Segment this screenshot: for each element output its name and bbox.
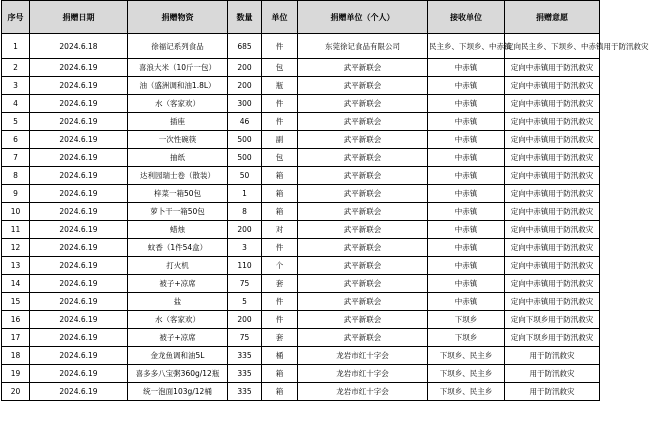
cell-date: 2024.6.19 (30, 59, 128, 77)
cell-no: 19 (2, 365, 30, 383)
cell-donor: 武平新联会 (298, 293, 428, 311)
cell-unit: 对 (262, 221, 298, 239)
cell-unit: 瓶 (262, 77, 298, 95)
cell-no: 3 (2, 77, 30, 95)
header-row (2, 1, 600, 34)
cell-date: 2024.6.19 (30, 329, 128, 347)
cell-item: 蚊香（1件54盒） (128, 239, 228, 257)
table-row (2, 185, 600, 203)
cell-receiver: 中赤镇 (428, 239, 505, 257)
cell-intent: 定向下坝乡用于防汛救灾 (505, 329, 600, 347)
donation-table (1, 0, 649, 401)
cell-date: 2024.6.19 (30, 149, 128, 167)
table-header (2, 1, 600, 34)
cell-intent: 定向中赤镇用于防汛救灾 (505, 257, 600, 275)
cell-intent: 定向中赤镇用于防汛救灾 (505, 293, 600, 311)
cell-donor: 武平新联会 (298, 221, 428, 239)
cell-qty: 200 (228, 59, 262, 77)
cell-date: 2024.6.19 (30, 167, 128, 185)
table-row (2, 329, 600, 347)
cell-receiver: 中赤镇 (428, 257, 505, 275)
header-unit: 单位 (262, 1, 298, 34)
table-row (2, 77, 600, 95)
cell-item: 达利园瑞士卷（散装） (128, 167, 228, 185)
cell-date: 2024.6.19 (30, 257, 128, 275)
cell-unit: 箱 (262, 167, 298, 185)
cell-qty: 5 (228, 293, 262, 311)
cell-donor: 武平新联会 (298, 149, 428, 167)
cell-intent: 定向中赤镇用于防汛救灾 (505, 185, 600, 203)
cell-no: 5 (2, 113, 30, 131)
cell-qty: 75 (228, 329, 262, 347)
cell-unit: 包 (262, 149, 298, 167)
table-body (2, 34, 649, 401)
cell-intent: 定向中赤镇用于防汛救灾 (505, 221, 600, 239)
cell-qty: 75 (228, 275, 262, 293)
cell-date: 2024.6.18 (30, 34, 128, 59)
cell-no: 6 (2, 131, 30, 149)
cell-donor: 武平新联会 (298, 77, 428, 95)
cell-receiver: 下坝乡、民主乡 (428, 383, 505, 401)
table-row (2, 383, 600, 401)
table-row (2, 257, 600, 275)
cell-qty: 3 (228, 239, 262, 257)
cell-date: 2024.6.19 (30, 185, 128, 203)
cell-intent: 定向中赤镇用于防汛救灾 (505, 203, 600, 221)
cell-receiver: 民主乡、下坝乡、中赤镇 (428, 34, 505, 59)
cell-donor: 武平新联会 (298, 203, 428, 221)
table-row (2, 311, 600, 329)
cell-no: 7 (2, 149, 30, 167)
cell-no: 18 (2, 347, 30, 365)
cell-no: 13 (2, 257, 30, 275)
cell-no: 9 (2, 185, 30, 203)
cell-no: 14 (2, 275, 30, 293)
table-row (2, 131, 600, 149)
cell-date: 2024.6.19 (30, 95, 128, 113)
cell-item: 油（盛洲调和油1.8L） (128, 77, 228, 95)
cell-no: 11 (2, 221, 30, 239)
cell-item: 水（客家欢） (128, 311, 228, 329)
header-no: 序号 (2, 1, 30, 34)
cell-receiver: 中赤镇 (428, 221, 505, 239)
cell-date: 2024.6.19 (30, 293, 128, 311)
cell-unit: 箱 (262, 203, 298, 221)
cell-donor: 武平新联会 (298, 95, 428, 113)
table-row (2, 95, 600, 113)
cell-donor: 武平新联会 (298, 113, 428, 131)
cell-date: 2024.6.19 (30, 77, 128, 95)
cell-qty: 685 (228, 34, 262, 59)
cell-receiver: 中赤镇 (428, 131, 505, 149)
cell-qty: 200 (228, 77, 262, 95)
table-row (2, 34, 600, 59)
header-qty: 数量 (228, 1, 262, 34)
cell-donor: 武平新联会 (298, 131, 428, 149)
cell-donor: 武平新联会 (298, 167, 428, 185)
cell-date: 2024.6.19 (30, 347, 128, 365)
header-item: 捐赠物资 (128, 1, 228, 34)
cell-no: 15 (2, 293, 30, 311)
cell-unit: 箱 (262, 365, 298, 383)
cell-intent: 定向中赤镇用于防汛救灾 (505, 131, 600, 149)
table-row (2, 113, 600, 131)
cell-donor: 龙岩市红十字会 (298, 347, 428, 365)
cell-no: 20 (2, 383, 30, 401)
cell-item: 徐福记系列食品 (128, 34, 228, 59)
cell-unit: 件 (262, 113, 298, 131)
cell-unit: 包 (262, 59, 298, 77)
table-row (2, 149, 600, 167)
cell-intent: 定向中赤镇用于防汛救灾 (505, 95, 600, 113)
cell-intent: 定向中赤镇用于防汛救灾 (505, 113, 600, 131)
cell-item: 萝卜干一箱50包 (128, 203, 228, 221)
cell-donor: 武平新联会 (298, 329, 428, 347)
table-row (2, 365, 600, 383)
cell-item: 喜多多八宝粥360g/12瓶 (128, 365, 228, 383)
cell-donor: 武平新联会 (298, 257, 428, 275)
cell-item: 盐 (128, 293, 228, 311)
table-row (2, 293, 600, 311)
cell-intent: 定向中赤镇用于防汛救灾 (505, 149, 600, 167)
cell-receiver: 中赤镇 (428, 293, 505, 311)
cell-qty: 335 (228, 347, 262, 365)
cell-item: 喜浪大米（10斤一包） (128, 59, 228, 77)
cell-item: 统一泡面103g/12桶 (128, 383, 228, 401)
cell-intent: 定向中赤镇用于防汛救灾 (505, 239, 600, 257)
cell-intent: 用于防汛救灾 (505, 365, 600, 383)
cell-receiver: 中赤镇 (428, 95, 505, 113)
cell-receiver: 中赤镇 (428, 167, 505, 185)
cell-unit: 件 (262, 293, 298, 311)
cell-donor: 东莞徐记食品有限公司 (298, 34, 428, 59)
cell-donor: 龙岩市红十字会 (298, 383, 428, 401)
cell-intent: 定向中赤镇用于防汛救灾 (505, 275, 600, 293)
cell-qty: 46 (228, 113, 262, 131)
cell-no: 10 (2, 203, 30, 221)
header-date: 捐赠日期 (30, 1, 128, 34)
header-intent: 捐赠意愿 (505, 1, 600, 34)
cell-donor: 武平新联会 (298, 185, 428, 203)
cell-item: 打火机 (128, 257, 228, 275)
cell-intent: 定向民主乡、下坝乡、中赤镇用于防汛救灾 (505, 34, 600, 59)
cell-unit: 件 (262, 239, 298, 257)
table-row (2, 221, 600, 239)
cell-item: 插座 (128, 113, 228, 131)
cell-no: 8 (2, 167, 30, 185)
table-row (2, 239, 600, 257)
cell-unit: 件 (262, 95, 298, 113)
cell-receiver: 中赤镇 (428, 149, 505, 167)
cell-donor: 武平新联会 (298, 275, 428, 293)
cell-donor: 龙岩市红十字会 (298, 365, 428, 383)
cell-qty: 335 (228, 365, 262, 383)
cell-item: 梓菜一箱50包 (128, 185, 228, 203)
cell-unit: 件 (262, 34, 298, 59)
cell-qty: 200 (228, 221, 262, 239)
cell-intent: 用于防汛救灾 (505, 347, 600, 365)
cell-unit: 件 (262, 311, 298, 329)
cell-intent: 定向中赤镇用于防汛救灾 (505, 59, 600, 77)
cell-date: 2024.6.19 (30, 365, 128, 383)
cell-item: 水（客家欢） (128, 95, 228, 113)
cell-qty: 1 (228, 185, 262, 203)
cell-receiver: 下坝乡、民主乡 (428, 347, 505, 365)
cell-no: 12 (2, 239, 30, 257)
cell-receiver: 中赤镇 (428, 185, 505, 203)
cell-intent: 定向中赤镇用于防汛救灾 (505, 77, 600, 95)
cell-item: 一次性碗筷 (128, 131, 228, 149)
cell-no: 17 (2, 329, 30, 347)
cell-item: 金龙鱼调和油5L (128, 347, 228, 365)
cell-no: 2 (2, 59, 30, 77)
cell-donor: 武平新联会 (298, 311, 428, 329)
cell-receiver: 中赤镇 (428, 113, 505, 131)
header-receiver: 接收单位 (428, 1, 505, 34)
cell-no: 16 (2, 311, 30, 329)
cell-unit: 套 (262, 329, 298, 347)
cell-qty: 200 (228, 311, 262, 329)
cell-receiver: 下坝乡 (428, 329, 505, 347)
cell-date: 2024.6.19 (30, 221, 128, 239)
cell-unit: 副 (262, 131, 298, 149)
table-row (2, 59, 600, 77)
cell-receiver: 中赤镇 (428, 203, 505, 221)
cell-qty: 500 (228, 149, 262, 167)
cell-item: 蜡烛 (128, 221, 228, 239)
cell-qty: 300 (228, 95, 262, 113)
cell-receiver: 下坝乡、民主乡 (428, 365, 505, 383)
cell-date: 2024.6.19 (30, 131, 128, 149)
cell-date: 2024.6.19 (30, 239, 128, 257)
cell-unit: 桶 (262, 347, 298, 365)
cell-qty: 110 (228, 257, 262, 275)
cell-unit: 套 (262, 275, 298, 293)
cell-receiver: 下坝乡 (428, 311, 505, 329)
cell-no: 4 (2, 95, 30, 113)
cell-item: 被子+凉席 (128, 329, 228, 347)
cell-qty: 8 (228, 203, 262, 221)
cell-item: 被子+凉席 (128, 275, 228, 293)
cell-receiver: 中赤镇 (428, 275, 505, 293)
cell-no: 1 (2, 34, 30, 59)
cell-donor: 武平新联会 (298, 239, 428, 257)
cell-date: 2024.6.19 (30, 203, 128, 221)
cell-receiver: 中赤镇 (428, 59, 505, 77)
cell-unit: 箱 (262, 185, 298, 203)
cell-donor: 武平新联会 (298, 59, 428, 77)
cell-item: 抽纸 (128, 149, 228, 167)
table-row (2, 167, 600, 185)
cell-date: 2024.6.19 (30, 113, 128, 131)
table-row (2, 347, 600, 365)
cell-intent: 用于防汛救灾 (505, 383, 600, 401)
cell-date: 2024.6.19 (30, 383, 128, 401)
cell-intent: 定向下坝乡用于防汛救灾 (505, 311, 600, 329)
table-row (2, 275, 600, 293)
cell-unit: 箱 (262, 383, 298, 401)
cell-date: 2024.6.19 (30, 311, 128, 329)
cell-qty: 335 (228, 383, 262, 401)
cell-receiver: 中赤镇 (428, 77, 505, 95)
cell-qty: 500 (228, 131, 262, 149)
cell-intent: 定向中赤镇用于防汛救灾 (505, 167, 600, 185)
cell-qty: 50 (228, 167, 262, 185)
header-donor: 捐赠单位（个人） (298, 1, 428, 34)
table-row (2, 203, 600, 221)
cell-date: 2024.6.19 (30, 275, 128, 293)
cell-unit: 个 (262, 257, 298, 275)
